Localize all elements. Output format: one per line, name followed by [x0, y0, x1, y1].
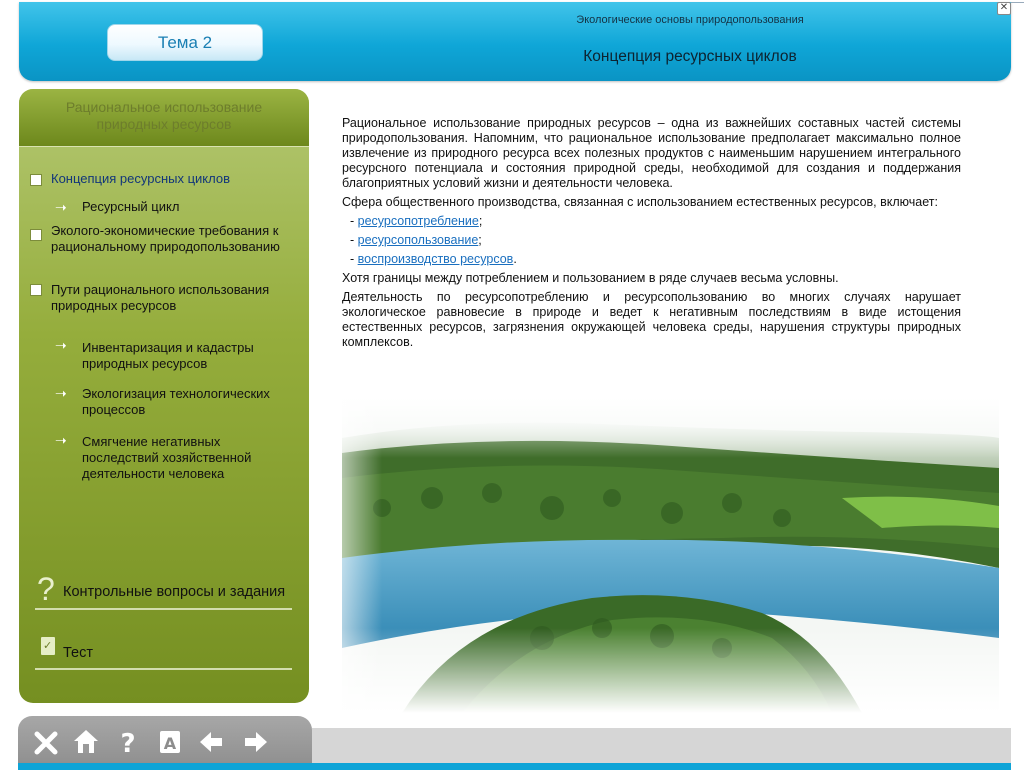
sidebar-item-resource-cycles[interactable]: Концепция ресурсных циклов [51, 171, 230, 186]
list-punct: ; [478, 214, 483, 228]
sidebar-item-inventory[interactable]: Инвентаризация и кадастры природных ресурсов [82, 340, 254, 371]
link-resource-consumption[interactable]: ресурсопотребление [357, 214, 479, 228]
sidebar-item-rational-ways[interactable]: Пути рационального использования природных ресурсов [51, 282, 270, 313]
window-divider [1011, 2, 1024, 3]
divider [35, 668, 292, 670]
svg-text:A: A [163, 734, 177, 753]
resource-list [342, 214, 961, 267]
paragraph-intro: Рациональное использование природных ресурсов – одна из важнейших составных частей системы природопользования. Напомним, что рациональное использование предполагает максимально полное извлечение из природного ресурса всех полезных продуктов с наименьшим нарушением интегрального ресурсного потенциала и состояния природной среды, необходимой для создания и поддержания благоприятных условий жизни и деятельности человека. [342, 116, 961, 190]
divider [35, 608, 292, 610]
page-title: Концепция ресурсных циклов [583, 48, 797, 65]
sidebar-item-ecologization[interactable]: Экологизация технологических процессов [82, 386, 270, 417]
forward-arrow-icon[interactable] [242, 727, 270, 757]
link-resource-use[interactable]: ресурсопользование [357, 233, 479, 247]
checkbox-icon[interactable] [30, 229, 42, 241]
svg-text:?: ? [120, 729, 136, 757]
content-text [342, 116, 961, 354]
list-punct: . [513, 252, 517, 266]
paragraph-consequences: Деятельность по ресурсопотреблению и ресурсопользованию во многих случаях нарушает экологическое равновесие в природе и ведет к негативным последствиям в виде истощения естественных ресурсов, загрязнения окружающей человека среды, нарушения структуры природных комплексов. [342, 290, 961, 349]
paragraph-sphere: Сфера общественного производства, связанная с использованием естественных ресурсов, включает: [342, 195, 938, 209]
question-icon: ? [37, 571, 55, 607]
lake-forest-illustration [342, 398, 999, 713]
bottom-strip [312, 728, 1011, 763]
list-dash: - [350, 214, 358, 228]
arrow-right-icon: ➝ [55, 432, 67, 448]
checkbox-icon[interactable] [30, 284, 42, 296]
close-icon[interactable] [32, 727, 60, 757]
header-bar [19, 2, 1011, 81]
back-arrow-icon[interactable] [197, 727, 225, 757]
sidebar-item-mitigation[interactable]: Смягчение негативных последствий хозяйственной деятельности человека [82, 434, 252, 481]
list-dash: - [350, 233, 358, 247]
sidebar-heading: Рациональное использование природных ресурсов [19, 89, 309, 147]
home-icon[interactable] [72, 727, 100, 757]
questions-link[interactable]: Контрольные вопросы и задания [63, 584, 286, 600]
help-icon[interactable] [114, 727, 142, 757]
list-item [350, 214, 961, 229]
sidebar-item-resource-cycle[interactable]: Ресурсный цикл [82, 199, 180, 214]
test-link[interactable]: Тест [63, 645, 93, 661]
arrow-right-icon: ➝ [55, 199, 67, 215]
bottom-accent-line [18, 763, 1011, 770]
topic-button[interactable]: Тема 2 [107, 24, 263, 61]
list-item [350, 252, 961, 267]
list-punct: ; [478, 233, 482, 247]
paragraph-boundaries: Хотя границы между потреблением и пользованием в ряде случаев весьма условны. [342, 271, 839, 285]
sidebar [19, 89, 309, 703]
link-resource-reproduction[interactable]: воспроизводство ресурсов [357, 252, 514, 266]
course-title: Экологические основы природопользования [576, 14, 804, 26]
arrow-right-icon: ➝ [55, 385, 67, 401]
glossary-icon[interactable] [156, 727, 184, 757]
list-item [350, 233, 961, 248]
list-dash: - [350, 252, 358, 266]
checkbox-icon[interactable] [30, 174, 42, 186]
sidebar-item-eco-requirements[interactable]: Эколого-экономические требования к рациональному природопользованию [51, 223, 280, 254]
window-close-icon[interactable]: ✕ [997, 2, 1011, 15]
arrow-right-icon: ➝ [55, 337, 67, 353]
test-checklist-icon [41, 637, 55, 655]
